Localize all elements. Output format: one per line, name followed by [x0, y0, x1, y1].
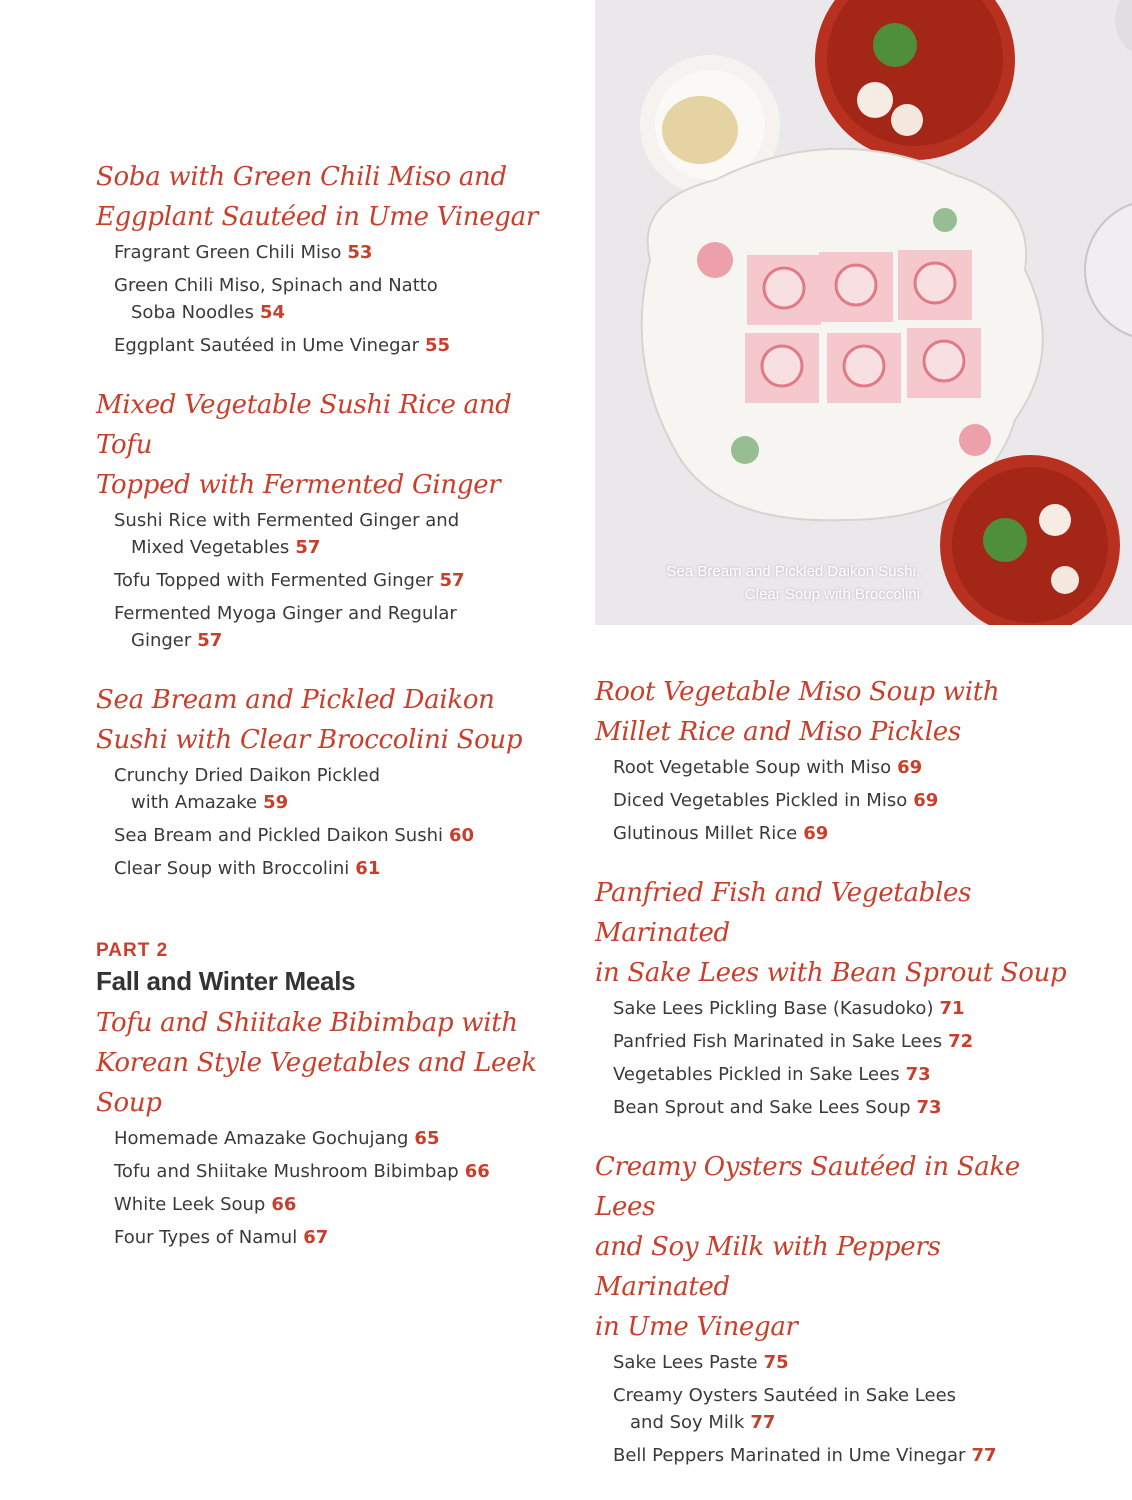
toc-entry[interactable]: Sake Lees Paste 75	[613, 1352, 789, 1373]
page-number: 57	[197, 630, 223, 651]
toc-entry[interactable]: Green Chili Miso, Spinach and Natto Soba Noodles 54	[114, 275, 438, 323]
toc-section	[96, 385, 566, 654]
toc-section	[96, 157, 566, 359]
toc-section	[595, 1147, 1075, 1469]
page-number: 73	[916, 1097, 942, 1118]
page-number: 69	[913, 790, 939, 811]
photo-caption	[667, 560, 920, 606]
caption-line: Clear Soup with Broccolini	[744, 586, 920, 603]
page-number: 72	[948, 1031, 974, 1052]
page-number: 57	[439, 570, 465, 591]
page-number: 66	[271, 1194, 297, 1215]
toc-entry[interactable]: Clear Soup with Broccolini 61	[114, 858, 381, 879]
toc-section	[595, 672, 1075, 847]
toc-entry[interactable]: Tofu Topped with Fermented Ginger 57	[114, 570, 465, 591]
section-title: Tofu and Shiitake Bibimbap with Korean Style Vegetables and Leek Soup	[96, 1008, 537, 1118]
toc-left-column	[96, 157, 566, 1257]
toc-entry[interactable]: Bean Sprout and Sake Lees Soup 73	[613, 1097, 942, 1118]
page-number: 77	[750, 1412, 776, 1433]
page-number: 55	[424, 335, 451, 356]
page-number: 53	[347, 242, 373, 263]
page-number: 59	[263, 792, 289, 813]
caption-line: Sea Bream and Pickled Daikon Sushi,	[666, 563, 920, 580]
section-title: Root Vegetable Miso Soup with Millet Rice and Miso Pickles	[595, 677, 1000, 747]
page-number: 57	[295, 537, 321, 558]
section-title: Creamy Oysters Sautéed in Sake Lees and Soy Milk with Peppers Marinated in Ume Vinegar	[595, 1152, 1021, 1342]
page-number: 69	[803, 823, 829, 844]
page-number: 73	[905, 1064, 931, 1085]
toc-section	[595, 873, 1075, 1121]
toc-entry[interactable]: Homemade Amazake Gochujang 65	[114, 1128, 440, 1149]
toc-entry[interactable]: Sea Bream and Pickled Daikon Sushi 60	[114, 825, 475, 846]
page-number: 54	[260, 302, 286, 323]
toc-entry[interactable]: Fermented Myoga Ginger and Regular Ginger 57	[114, 603, 457, 651]
toc-entry[interactable]: Bell Peppers Marinated in Ume Vinegar 77	[613, 1445, 997, 1466]
page-number: 77	[971, 1445, 997, 1466]
toc-entry[interactable]: Panfried Fish Marinated in Sake Lees 72	[613, 1031, 974, 1052]
part-heading	[96, 940, 566, 997]
toc-entry[interactable]: Sushi Rice with Fermented Ginger and Mixed Vegetables 57	[114, 510, 460, 558]
section-title: Mixed Vegetable Sushi Rice and Tofu Topped with Fermented Ginger	[96, 390, 512, 500]
toc-right-column	[595, 672, 1075, 1475]
page-number: 65	[414, 1128, 440, 1149]
toc-entry[interactable]: White Leek Soup 66	[114, 1194, 297, 1215]
page-number: 75	[763, 1352, 789, 1373]
toc-entry[interactable]: Glutinous Millet Rice 69	[613, 823, 829, 844]
page-number: 60	[449, 825, 475, 846]
page-number: 66	[464, 1161, 490, 1182]
page-number: 71	[939, 998, 965, 1019]
food-photo	[595, 0, 1132, 625]
section-title: Soba with Green Chili Miso and Eggplant Sautéed in Ume Vinegar	[96, 162, 538, 232]
toc-entry[interactable]: Vegetables Pickled in Sake Lees 73	[613, 1064, 931, 1085]
page-number: 61	[355, 858, 381, 879]
toc-entry[interactable]: Eggplant Sautéed in Ume Vinegar 55	[114, 335, 451, 356]
food-illustration	[595, 0, 1132, 625]
toc-section	[96, 680, 566, 882]
toc-entry[interactable]: Four Types of Namul 67	[114, 1227, 329, 1248]
part-label: PART 2	[96, 940, 169, 961]
page-number: 69	[897, 757, 923, 778]
toc-entry[interactable]: Creamy Oysters Sautéed in Sake Lees and Soy Milk 77	[613, 1385, 957, 1433]
toc-entry[interactable]: Crunchy Dried Daikon Pickled with Amazake 59	[114, 765, 381, 813]
section-title: Panfried Fish and Vegetables Marinated in Sake Lees with Bean Sprout Soup	[595, 878, 1067, 988]
toc-entry[interactable]: Sake Lees Pickling Base (Kasudoko) 71	[613, 998, 965, 1019]
section-title: Sea Bream and Pickled Daikon Sushi with Clear Broccolini Soup	[96, 685, 523, 755]
toc-section	[96, 1003, 566, 1251]
toc-entry[interactable]: Diced Vegetables Pickled in Miso 69	[613, 790, 939, 811]
toc-entry[interactable]: Fragrant Green Chili Miso 53	[114, 242, 373, 263]
page-number: 67	[303, 1227, 329, 1248]
toc-entry[interactable]: Tofu and Shiitake Mushroom Bibimbap 66	[114, 1161, 490, 1182]
part-title: Fall and Winter Meals	[96, 966, 356, 996]
toc-entry[interactable]: Root Vegetable Soup with Miso 69	[613, 757, 923, 778]
